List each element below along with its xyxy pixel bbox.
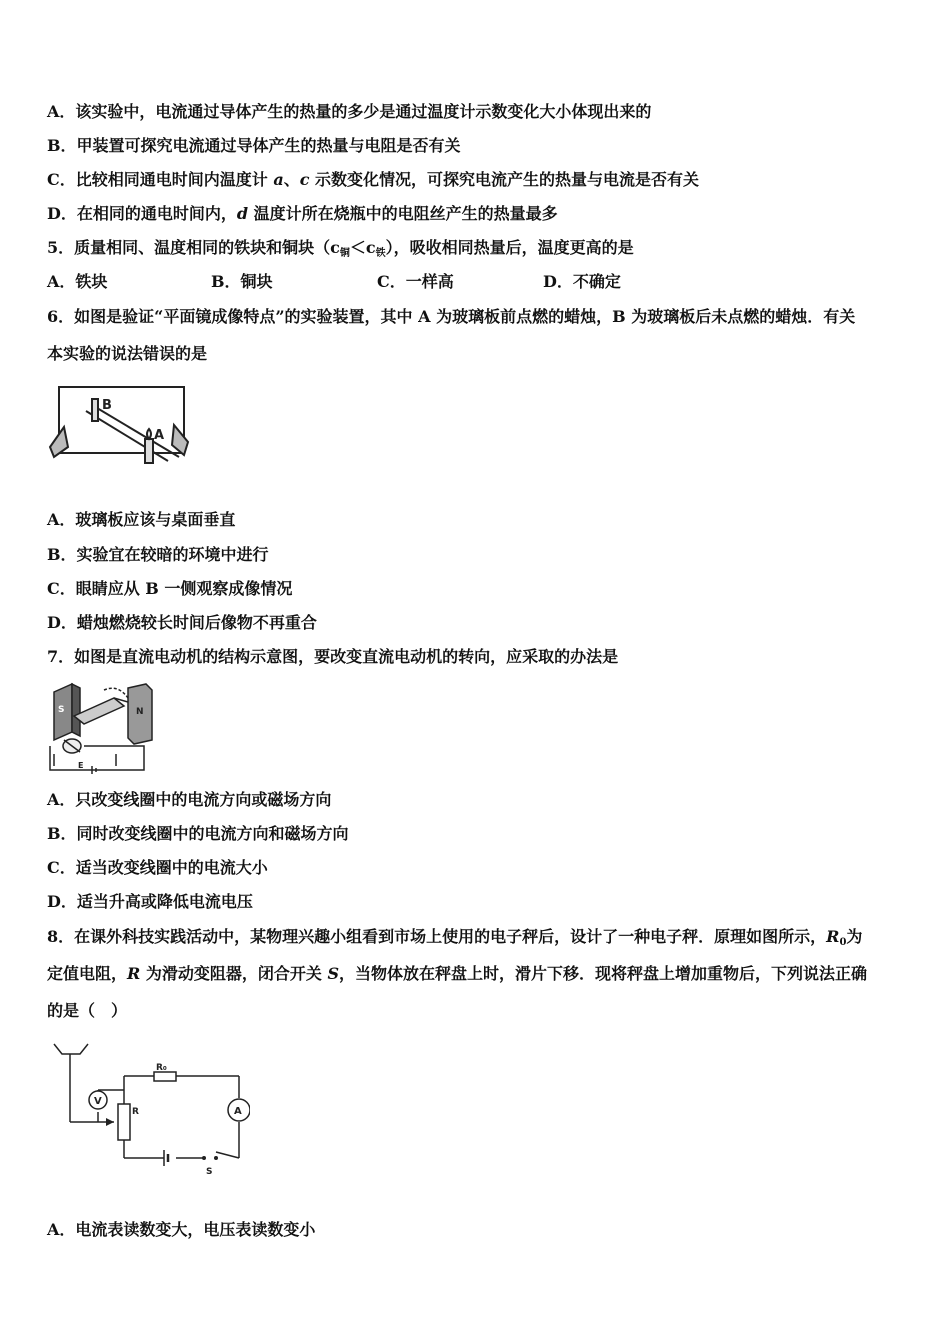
- q6-option-c: C．眼睛应从 B 一侧观察成像情况: [47, 579, 293, 598]
- fig-label-a: A: [154, 428, 165, 443]
- q7-stem: 7．如图是直流电动机的结构示意图，要改变直流电动机的转向，应采取的办法是: [47, 647, 619, 666]
- q6-option-d: D．蜡烛燃烧较长时间后像物不再重合: [47, 613, 317, 632]
- q5-option-c: C．一样高: [377, 272, 454, 291]
- q8-stem-line2: 定值电阻，R 为滑动变阻器，闭合开关 S，当物体放在秤盘上时，滑片下移．现将秤盘上增加重物后，下列说法正确: [47, 964, 868, 983]
- electronic-scale-circuit-figure: [44, 1040, 250, 1178]
- q5-options: [47, 272, 747, 292]
- q7-option-d: D．适当升高或降低电流电压: [47, 892, 253, 911]
- q4-option-a: A．该实验中，电流通过导体产生的热量的多少是通过温度计示数变化大小体现出来的: [47, 102, 652, 121]
- q6-stem-line1: 6．如图是验证“平面镜成像特点”的实验装置，其中 A 为玻璃板前点燃的蜡烛，B 为玻璃板后未点燃的蜡烛．有关: [47, 307, 856, 326]
- mirror-experiment-figure: [44, 377, 194, 465]
- fig-label-r: R: [132, 1107, 139, 1117]
- q8-stem-line3: 的是（ ）: [47, 1001, 128, 1020]
- q5-option-b: B．铜块: [211, 272, 273, 291]
- q7-option-a: A．只改变线圈中的电流方向或磁场方向: [47, 790, 332, 809]
- q6-stem-line2: 本实验的说法错误的是: [47, 344, 208, 363]
- fig-label-n: N: [136, 707, 144, 717]
- q5-stem: 5．质量相同、温度相同的铁块和铜块$(c_铜<c_铁)$，吸收相同热量后，温度更高的是: [47, 238, 634, 259]
- q4-option-d: D．在相同的通电时间内，d 温度计所在烧瓶中的电阻丝产生的热量最多: [47, 204, 558, 223]
- fig-label-v: V: [94, 1096, 102, 1107]
- q6-option-a: A．玻璃板应该与桌面垂直: [47, 510, 236, 529]
- fig-label-b: B: [102, 398, 112, 413]
- q4-option-c: C．比较相同通电时间内温度计 a、c 示数变化情况，可探究电流产生的热量与电流是否有关: [47, 170, 700, 189]
- fig-label-e: E: [78, 761, 84, 770]
- q8-option-a: A．电流表读数变大，电压表读数变小: [47, 1220, 316, 1239]
- q8-stem-line1: 8．在课外科技实践活动中，某物理兴趣小组看到市场上使用的电子秤后，设计了一种电子秤．原理如图所示，$R_0$为: [47, 927, 863, 948]
- fig-label-switch: S: [206, 1167, 213, 1177]
- fig-label-ammeter: A: [234, 1106, 242, 1117]
- fig-label-s: S: [58, 705, 65, 715]
- fig-label-r0: R₀: [156, 1063, 167, 1073]
- q7-option-c: C．适当改变线圈中的电流大小: [47, 858, 268, 877]
- dc-motor-figure: [44, 680, 156, 776]
- q6-option-b: B．实验宜在较暗的环境中进行: [47, 545, 269, 564]
- q7-option-b: B．同时改变线圈中的电流方向和磁场方向: [47, 824, 349, 843]
- q5-option-a: A．铁块: [47, 272, 108, 291]
- q5-option-d: D．不确定: [543, 272, 621, 291]
- q4-option-b: B．甲装置可探究电流通过导体产生的热量与电阻是否有关: [47, 136, 461, 155]
